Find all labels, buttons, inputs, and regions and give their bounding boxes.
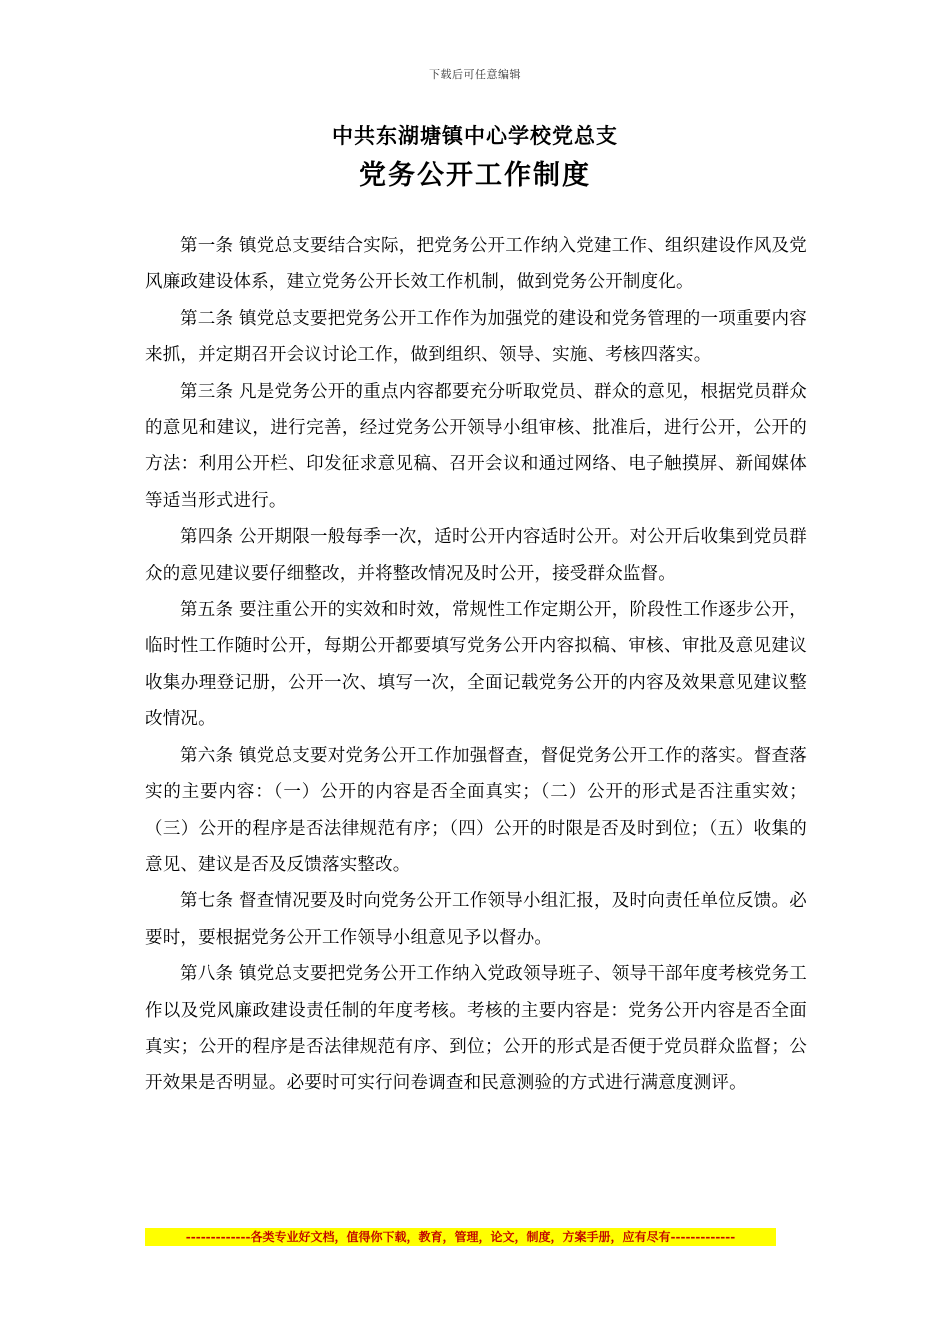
header-note: 下载后可任意编辑 (429, 68, 521, 81)
document-body (145, 228, 807, 1102)
article-6: 第六条 镇党总支要对党务公开工作加强督查，督促党务公开工作的落实。督查落实的主要内容：（一）公开的内容是否全面真实；（二）公开的形式是否注重实效；（三）公开的程序是否法律规范有序；（四）公开的时限是否及时到位；（五）收集的意见、建议是否及反馈落实整改。 (145, 745, 807, 875)
article-5: 第五条 要注重公开的实效和时效，常规性工作定期公开，阶段性工作逐步公开，临时性工作随时公开，每期公开都要填写党务公开内容拟稿、审核、审批及意见建议收集办理登记册，公开一次、填写一次，全面记载党务公开的内容及效果意见建议整改情况。 (145, 600, 807, 730)
article-2: 第二条 镇党总支要把党务公开工作作为加强党的建设和党务管理的一项重要内容来抓，并定期召开会议讨论工作，做到组织、领导、实施、考核四落实。 (145, 308, 807, 366)
article-4: 第四条 公开期限一般每季一次，适时公开内容适时公开。对公开后收集到党员群众的意见建议要仔细整改，并将整改情况及时公开，接受群众监督。 (145, 527, 807, 584)
article-7: 第七条 督查情况要及时向党务公开工作领导小组汇报，及时向责任单位反馈。必要时，要根据党务公开工作领导小组意见予以督办。 (145, 891, 807, 948)
title-block (0, 120, 950, 196)
document-title: 党务公开工作制度 (359, 160, 591, 191)
article-3: 第三条 凡是党务公开的重点内容都要充分听取党员、群众的意见，根据党员群众的意见和建议，进行完善，经过党务公开领导小组审核、批准后，进行公开，公开的方法：利用公开栏、印发征求意见稿、召开会议和通过网络、电子触摸屏、新闻媒体等适当形式进行。 (145, 381, 807, 511)
article-1: 第一条 镇党总支要结合实际，把党务公开工作纳入党建工作、组织建设作风及党风廉政建设体系，建立党务公开长效工作机制，做到党务公开制度化。 (145, 236, 807, 293)
org-title: 中共东湖塘镇中心学校党总支 (332, 124, 618, 148)
footer-banner: -------------各类专业好文档，值得你下载，教育，管理，论文，制度，方案手册，应有尽有------------- (145, 1228, 776, 1246)
article-8: 第八条 镇党总支要把党务公开工作纳入党政领导班子、领导干部年度考核党务工作以及党风廉政建设责任制的年度考核。考核的主要内容是：党务公开内容是否全面真实；公开的程序是否法律规范有序、到位；公开的形式是否便于党员群众监督；公开效果是否明显。必要时可实行问卷调查和民意测验的方式进行满意度测评。 (145, 964, 807, 1094)
